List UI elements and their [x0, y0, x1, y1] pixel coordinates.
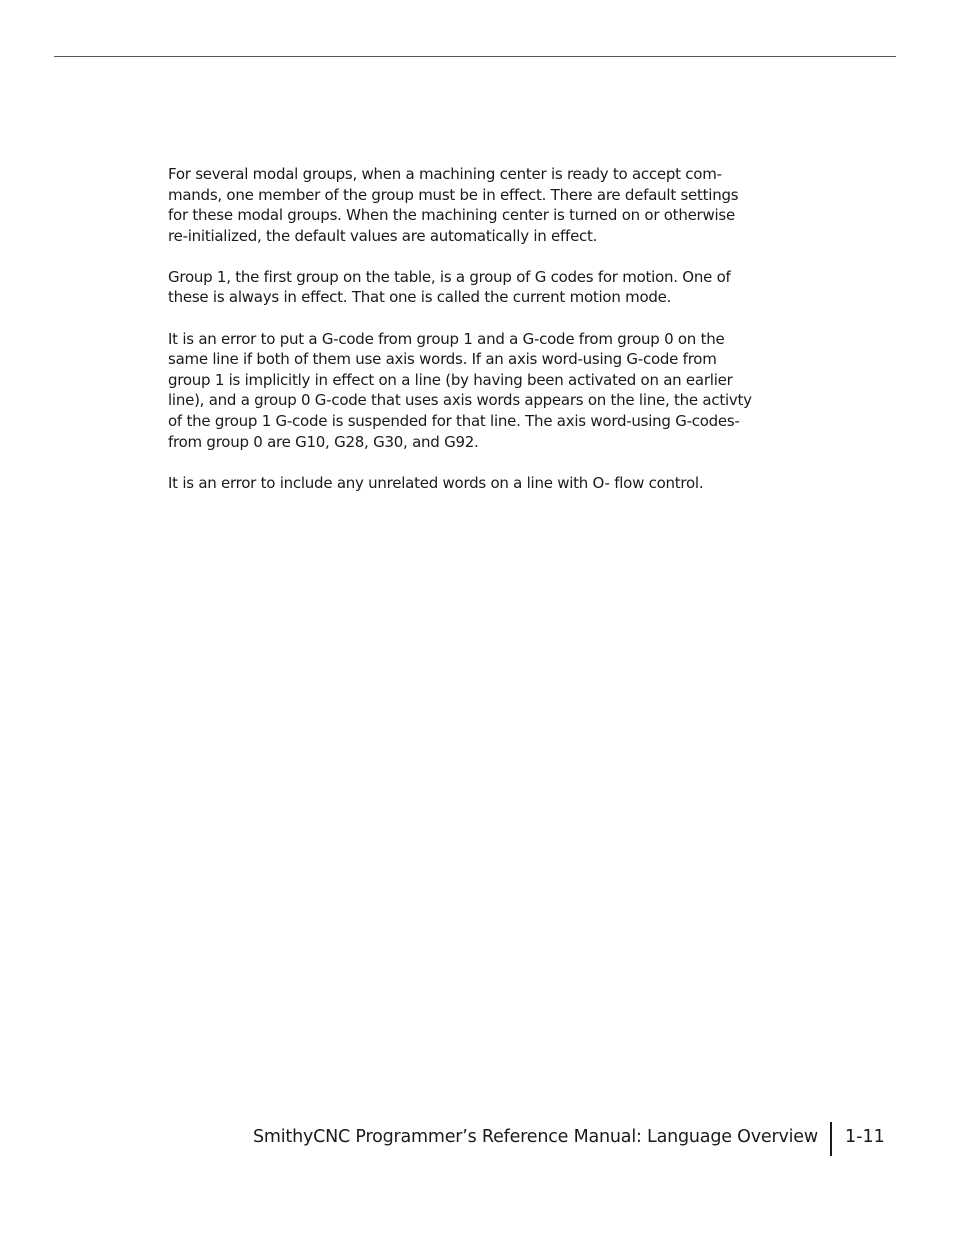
text-line: For several modal groups, when a machining center is ready to accept com-	[168, 165, 722, 183]
text-line: from group 0 are G10, G28, G30, and G92.	[168, 432, 479, 451]
text-line: of the group 1 G-code is suspended for that line. The axis word-using G-codes-	[168, 411, 740, 430]
page-number: 1-11	[845, 1127, 885, 1147]
text-line: group 1 is implicitly in effect on a line (by having been activated on an earlier	[168, 370, 733, 389]
body-text	[168, 164, 798, 514]
text-line: It is an error to include any unrelated words on a line with O- flow control.	[168, 473, 704, 492]
text-line: for these modal groups. When the machining center is turned on or otherwise	[168, 206, 735, 225]
footer-title: SmithyCNC Programmer’s Reference Manual: Language Overview	[253, 1127, 818, 1147]
text-line: re-initialized, the default values are automatically in effect.	[168, 226, 598, 245]
paragraph-group-1	[168, 267, 798, 308]
text-line: Group 1, the first group on the table, is a group of G codes for motion. One of	[168, 267, 731, 286]
paragraph-flow-control	[168, 473, 798, 494]
text-line: these is always in effect. That one is called the current motion mode.	[168, 288, 672, 307]
paragraph-axis-word-error	[168, 329, 798, 453]
text-line: It is an error to put a G-code from group 1 and a G-code from group 0 on the	[168, 329, 725, 348]
text-line: mands, one member of the group must be in effect. There are default settings	[168, 185, 739, 204]
text-line: same line if both of them use axis words. If an axis word-using G-code from	[168, 350, 717, 369]
footer-divider	[830, 1122, 832, 1156]
text-line: line), and a group 0 G-code that uses axis words appears on the line, the activty	[168, 391, 752, 410]
paragraph-modal-groups	[168, 164, 798, 246]
header-rule	[54, 56, 896, 57]
